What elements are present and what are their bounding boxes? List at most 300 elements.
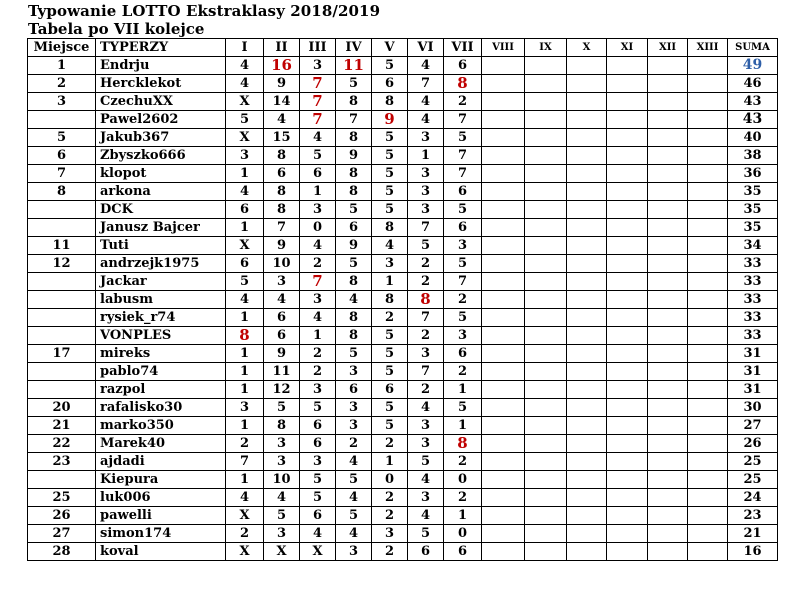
round-score-cell: 1 xyxy=(226,381,264,399)
place-cell xyxy=(28,201,96,219)
round-score-cell: 6 xyxy=(444,345,482,363)
table-row xyxy=(28,309,778,327)
place-cell: 1 xyxy=(28,57,96,75)
round-score-cell xyxy=(525,219,567,237)
round-score-cell: 0 xyxy=(444,525,482,543)
round-score-cell: 7 xyxy=(408,219,444,237)
place-cell: 28 xyxy=(28,543,96,561)
round-score-cell xyxy=(688,327,728,345)
round-score-cell xyxy=(688,75,728,93)
round-score-cell: 1 xyxy=(226,417,264,435)
round-score-cell xyxy=(567,381,607,399)
round-score-cell xyxy=(482,345,525,363)
round-score-cell: 8 xyxy=(336,93,372,111)
round-score-cell xyxy=(607,399,648,417)
table-row xyxy=(28,219,778,237)
round-score-cell xyxy=(607,165,648,183)
round-score-cell: 8 xyxy=(264,417,300,435)
round-score-cell: X xyxy=(264,543,300,561)
round-score-cell: 4 xyxy=(408,399,444,417)
player-name-cell: Pawel2602 xyxy=(96,111,226,129)
round-score-cell: 4 xyxy=(264,291,300,309)
round-score-cell: 5 xyxy=(372,165,408,183)
round-score-cell: 5 xyxy=(264,507,300,525)
sum-cell: 25 xyxy=(728,471,778,489)
round-score-cell xyxy=(482,507,525,525)
round-score-cell xyxy=(482,291,525,309)
round-score-cell xyxy=(567,399,607,417)
round-score-cell: 5 xyxy=(300,399,336,417)
sum-cell: 31 xyxy=(728,381,778,399)
round-score-cell: 4 xyxy=(264,489,300,507)
table-row xyxy=(28,147,778,165)
round-score-cell xyxy=(648,435,688,453)
round-score-cell xyxy=(525,507,567,525)
round-score-cell xyxy=(567,291,607,309)
round-score-cell xyxy=(482,399,525,417)
round-score-cell xyxy=(607,381,648,399)
round-score-cell: 4 xyxy=(336,453,372,471)
round-score-cell: 5 xyxy=(408,237,444,255)
round-score-cell xyxy=(607,417,648,435)
round-score-cell: 5 xyxy=(336,507,372,525)
round-score-cell xyxy=(525,291,567,309)
round-score-cell xyxy=(525,201,567,219)
round-score-cell xyxy=(482,183,525,201)
round-score-cell: 8 xyxy=(264,201,300,219)
round-score-cell xyxy=(482,363,525,381)
round-score-cell: 4 xyxy=(408,471,444,489)
player-name-cell: Tuti xyxy=(96,237,226,255)
round-score-cell: 7 xyxy=(408,363,444,381)
place-cell: 25 xyxy=(28,489,96,507)
player-name-cell: andrzejk1975 xyxy=(96,255,226,273)
round-score-cell xyxy=(607,525,648,543)
round-score-cell: 8 xyxy=(444,435,482,453)
place-cell: 3 xyxy=(28,93,96,111)
round-score-cell xyxy=(648,255,688,273)
player-name-cell: Jackar xyxy=(96,273,226,291)
round-score-cell: 4 xyxy=(408,507,444,525)
round-score-cell xyxy=(688,507,728,525)
round-score-cell: 8 xyxy=(372,93,408,111)
round-score-cell xyxy=(482,273,525,291)
round-score-cell: 3 xyxy=(226,399,264,417)
round-score-cell xyxy=(688,363,728,381)
round-score-cell xyxy=(688,291,728,309)
round-score-cell xyxy=(648,345,688,363)
round-score-cell: 6 xyxy=(444,57,482,75)
place-cell xyxy=(28,381,96,399)
round-score-cell: 5 xyxy=(336,255,372,273)
round-score-cell xyxy=(567,309,607,327)
round-score-cell: 3 xyxy=(336,543,372,561)
round-score-cell xyxy=(688,543,728,561)
round-score-cell: 5 xyxy=(408,525,444,543)
sum-cell: 26 xyxy=(728,435,778,453)
round-score-cell xyxy=(688,183,728,201)
round-score-cell xyxy=(525,489,567,507)
round-score-cell: 3 xyxy=(264,273,300,291)
round-score-cell: 3 xyxy=(408,417,444,435)
place-cell xyxy=(28,111,96,129)
round-score-cell: 11 xyxy=(336,57,372,75)
round-score-cell: 2 xyxy=(300,363,336,381)
round-score-cell: 5 xyxy=(372,399,408,417)
round-score-cell: 11 xyxy=(264,363,300,381)
sum-cell: 16 xyxy=(728,543,778,561)
place-cell xyxy=(28,309,96,327)
round-score-cell xyxy=(482,147,525,165)
header-round: X xyxy=(567,39,607,57)
round-score-cell xyxy=(567,57,607,75)
header-round: IV xyxy=(336,39,372,57)
round-score-cell xyxy=(525,129,567,147)
round-score-cell xyxy=(525,471,567,489)
round-score-cell: 5 xyxy=(444,309,482,327)
round-score-cell: 4 xyxy=(300,129,336,147)
round-score-cell xyxy=(688,399,728,417)
player-name-cell: Endrju xyxy=(96,57,226,75)
round-score-cell xyxy=(567,525,607,543)
place-cell: 5 xyxy=(28,129,96,147)
round-score-cell xyxy=(482,543,525,561)
round-score-cell xyxy=(525,309,567,327)
table-row xyxy=(28,327,778,345)
standings-body xyxy=(28,57,778,561)
sum-cell: 43 xyxy=(728,111,778,129)
round-score-cell: 5 xyxy=(408,453,444,471)
round-score-cell: 5 xyxy=(372,417,408,435)
round-score-cell: 8 xyxy=(336,183,372,201)
round-score-cell xyxy=(567,327,607,345)
round-score-cell: 1 xyxy=(226,363,264,381)
sum-cell: 35 xyxy=(728,201,778,219)
round-score-cell: 9 xyxy=(336,237,372,255)
place-cell: 12 xyxy=(28,255,96,273)
place-cell: 21 xyxy=(28,417,96,435)
round-score-cell xyxy=(648,93,688,111)
table-row xyxy=(28,237,778,255)
round-score-cell: 3 xyxy=(408,489,444,507)
round-score-cell xyxy=(525,399,567,417)
round-score-cell xyxy=(567,75,607,93)
table-row xyxy=(28,255,778,273)
round-score-cell xyxy=(648,471,688,489)
round-score-cell: 6 xyxy=(300,507,336,525)
sum-cell: 33 xyxy=(728,309,778,327)
round-score-cell: 6 xyxy=(408,543,444,561)
round-score-cell: 3 xyxy=(408,345,444,363)
round-score-cell xyxy=(567,219,607,237)
table-row xyxy=(28,507,778,525)
round-score-cell: 5 xyxy=(336,201,372,219)
round-score-cell: 2 xyxy=(226,525,264,543)
round-score-cell: 4 xyxy=(300,237,336,255)
player-name-cell: marko350 xyxy=(96,417,226,435)
round-score-cell xyxy=(525,147,567,165)
round-score-cell: 2 xyxy=(226,435,264,453)
round-score-cell: 9 xyxy=(264,237,300,255)
round-score-cell: 0 xyxy=(300,219,336,237)
round-score-cell xyxy=(648,219,688,237)
header-round: XI xyxy=(607,39,648,57)
round-score-cell: 2 xyxy=(444,93,482,111)
round-score-cell: 0 xyxy=(372,471,408,489)
round-score-cell xyxy=(567,201,607,219)
place-cell: 27 xyxy=(28,525,96,543)
sum-cell: 33 xyxy=(728,291,778,309)
round-score-cell xyxy=(648,489,688,507)
round-score-cell: 4 xyxy=(226,291,264,309)
round-score-cell: 4 xyxy=(226,489,264,507)
round-score-cell xyxy=(525,345,567,363)
round-score-cell xyxy=(482,57,525,75)
round-score-cell xyxy=(648,147,688,165)
round-score-cell xyxy=(567,471,607,489)
sum-cell: 31 xyxy=(728,345,778,363)
round-score-cell: X xyxy=(226,543,264,561)
round-score-cell xyxy=(525,453,567,471)
header-round: II xyxy=(264,39,300,57)
header-round: I xyxy=(226,39,264,57)
round-score-cell: 2 xyxy=(408,381,444,399)
round-score-cell xyxy=(482,201,525,219)
round-score-cell: 3 xyxy=(226,147,264,165)
round-score-cell: 4 xyxy=(336,489,372,507)
round-score-cell: X xyxy=(226,129,264,147)
round-score-cell xyxy=(648,363,688,381)
round-score-cell xyxy=(567,255,607,273)
table-row xyxy=(28,453,778,471)
round-score-cell xyxy=(607,345,648,363)
round-score-cell: X xyxy=(226,507,264,525)
round-score-cell xyxy=(648,165,688,183)
place-cell xyxy=(28,291,96,309)
round-score-cell: 6 xyxy=(264,309,300,327)
round-score-cell: 7 xyxy=(300,93,336,111)
round-score-cell xyxy=(607,309,648,327)
round-score-cell xyxy=(607,471,648,489)
round-score-cell xyxy=(607,219,648,237)
round-score-cell xyxy=(525,111,567,129)
table-row xyxy=(28,165,778,183)
round-score-cell: 3 xyxy=(408,183,444,201)
table-row xyxy=(28,183,778,201)
round-score-cell: 5 xyxy=(300,147,336,165)
table-row xyxy=(28,543,778,561)
round-score-cell xyxy=(688,93,728,111)
round-score-cell: 8 xyxy=(226,327,264,345)
round-score-cell xyxy=(688,471,728,489)
round-score-cell xyxy=(525,543,567,561)
header-sum: SUMA xyxy=(728,39,778,57)
table-row xyxy=(28,399,778,417)
round-score-cell: 3 xyxy=(336,417,372,435)
round-score-cell: 2 xyxy=(336,435,372,453)
round-score-cell xyxy=(648,453,688,471)
sum-cell: 38 xyxy=(728,147,778,165)
table-row xyxy=(28,75,778,93)
place-cell: 23 xyxy=(28,453,96,471)
round-score-cell: 7 xyxy=(336,111,372,129)
round-score-cell: 4 xyxy=(264,111,300,129)
place-cell xyxy=(28,363,96,381)
table-row xyxy=(28,129,778,147)
round-score-cell: 5 xyxy=(444,129,482,147)
player-name-cell: Hercklekot xyxy=(96,75,226,93)
page-title: Typowanie LOTTO Ekstraklasy 2018/2019 xyxy=(28,2,381,20)
round-score-cell xyxy=(607,453,648,471)
round-score-cell xyxy=(688,237,728,255)
round-score-cell xyxy=(688,309,728,327)
round-score-cell xyxy=(567,111,607,129)
round-score-cell: 9 xyxy=(372,111,408,129)
round-score-cell xyxy=(482,219,525,237)
round-score-cell: 4 xyxy=(372,237,408,255)
round-score-cell xyxy=(648,417,688,435)
round-score-cell xyxy=(525,255,567,273)
sum-cell: 49 xyxy=(728,57,778,75)
round-score-cell: 4 xyxy=(336,291,372,309)
round-score-cell: 6 xyxy=(336,219,372,237)
round-score-cell: 1 xyxy=(444,417,482,435)
table-row xyxy=(28,525,778,543)
round-score-cell: 7 xyxy=(444,165,482,183)
round-score-cell xyxy=(525,93,567,111)
round-score-cell xyxy=(648,291,688,309)
round-score-cell xyxy=(648,381,688,399)
header-round: V xyxy=(372,39,408,57)
round-score-cell: X xyxy=(226,93,264,111)
round-score-cell: 3 xyxy=(372,255,408,273)
round-score-cell xyxy=(567,183,607,201)
round-score-cell xyxy=(482,111,525,129)
round-score-cell xyxy=(525,363,567,381)
round-score-cell xyxy=(525,417,567,435)
round-score-cell xyxy=(567,543,607,561)
round-score-cell: 2 xyxy=(444,363,482,381)
round-score-cell: 8 xyxy=(264,183,300,201)
round-score-cell: 7 xyxy=(444,273,482,291)
round-score-cell xyxy=(607,201,648,219)
round-score-cell: 2 xyxy=(372,435,408,453)
round-score-cell: 3 xyxy=(264,453,300,471)
round-score-cell: 12 xyxy=(264,381,300,399)
round-score-cell xyxy=(482,453,525,471)
table-row xyxy=(28,273,778,291)
round-score-cell: 2 xyxy=(300,345,336,363)
round-score-cell xyxy=(648,129,688,147)
round-score-cell xyxy=(525,273,567,291)
round-score-cell xyxy=(607,291,648,309)
round-score-cell: 1 xyxy=(300,183,336,201)
player-name-cell: CzechuXX xyxy=(96,93,226,111)
table-row xyxy=(28,489,778,507)
player-name-cell: mireks xyxy=(96,345,226,363)
round-score-cell: 10 xyxy=(264,471,300,489)
round-score-cell xyxy=(482,129,525,147)
round-score-cell xyxy=(648,111,688,129)
round-score-cell xyxy=(525,183,567,201)
table-row xyxy=(28,345,778,363)
player-name-cell: rafalisko30 xyxy=(96,399,226,417)
round-score-cell xyxy=(648,183,688,201)
round-score-cell xyxy=(648,543,688,561)
player-name-cell: Marek40 xyxy=(96,435,226,453)
round-score-cell: 6 xyxy=(372,75,408,93)
round-score-cell: 5 xyxy=(372,147,408,165)
round-score-cell xyxy=(482,435,525,453)
round-score-cell: 3 xyxy=(336,399,372,417)
round-score-cell: 3 xyxy=(336,363,372,381)
player-name-cell: luk006 xyxy=(96,489,226,507)
round-score-cell xyxy=(688,381,728,399)
round-score-cell: 3 xyxy=(264,435,300,453)
sum-cell: 35 xyxy=(728,219,778,237)
round-score-cell xyxy=(648,399,688,417)
player-name-cell: koval xyxy=(96,543,226,561)
round-score-cell xyxy=(688,435,728,453)
round-score-cell xyxy=(648,201,688,219)
round-score-cell xyxy=(607,327,648,345)
round-score-cell xyxy=(688,147,728,165)
round-score-cell xyxy=(567,489,607,507)
round-score-cell: 8 xyxy=(264,147,300,165)
round-score-cell xyxy=(648,309,688,327)
round-score-cell xyxy=(607,273,648,291)
round-score-cell: 15 xyxy=(264,129,300,147)
round-score-cell: 1 xyxy=(226,309,264,327)
round-score-cell: 3 xyxy=(408,435,444,453)
place-cell: 20 xyxy=(28,399,96,417)
round-score-cell: 4 xyxy=(300,309,336,327)
round-score-cell xyxy=(525,525,567,543)
round-score-cell: 5 xyxy=(372,363,408,381)
sum-cell: 30 xyxy=(728,399,778,417)
round-score-cell xyxy=(648,57,688,75)
round-score-cell: 3 xyxy=(408,201,444,219)
round-score-cell xyxy=(525,57,567,75)
round-score-cell xyxy=(567,507,607,525)
round-score-cell xyxy=(607,111,648,129)
round-score-cell xyxy=(607,435,648,453)
place-cell: 11 xyxy=(28,237,96,255)
round-score-cell: 7 xyxy=(264,219,300,237)
round-score-cell: 5 xyxy=(372,345,408,363)
round-score-cell xyxy=(607,147,648,165)
round-score-cell: 2 xyxy=(408,255,444,273)
player-name-cell: pablo74 xyxy=(96,363,226,381)
standings-table xyxy=(27,38,778,561)
round-score-cell: 5 xyxy=(444,255,482,273)
round-score-cell: 5 xyxy=(336,75,372,93)
table-row xyxy=(28,417,778,435)
round-score-cell: 2 xyxy=(408,327,444,345)
round-score-cell: 6 xyxy=(300,435,336,453)
header-round: VI xyxy=(408,39,444,57)
round-score-cell: 4 xyxy=(408,111,444,129)
page-subtitle: Tabela po VII kolejce xyxy=(28,20,205,38)
table-row xyxy=(28,57,778,75)
round-score-cell: 5 xyxy=(226,111,264,129)
sum-cell: 23 xyxy=(728,507,778,525)
sum-cell: 43 xyxy=(728,93,778,111)
player-name-cell: razpol xyxy=(96,381,226,399)
round-score-cell: 2 xyxy=(444,291,482,309)
round-score-cell: 7 xyxy=(444,111,482,129)
round-score-cell: 4 xyxy=(336,525,372,543)
